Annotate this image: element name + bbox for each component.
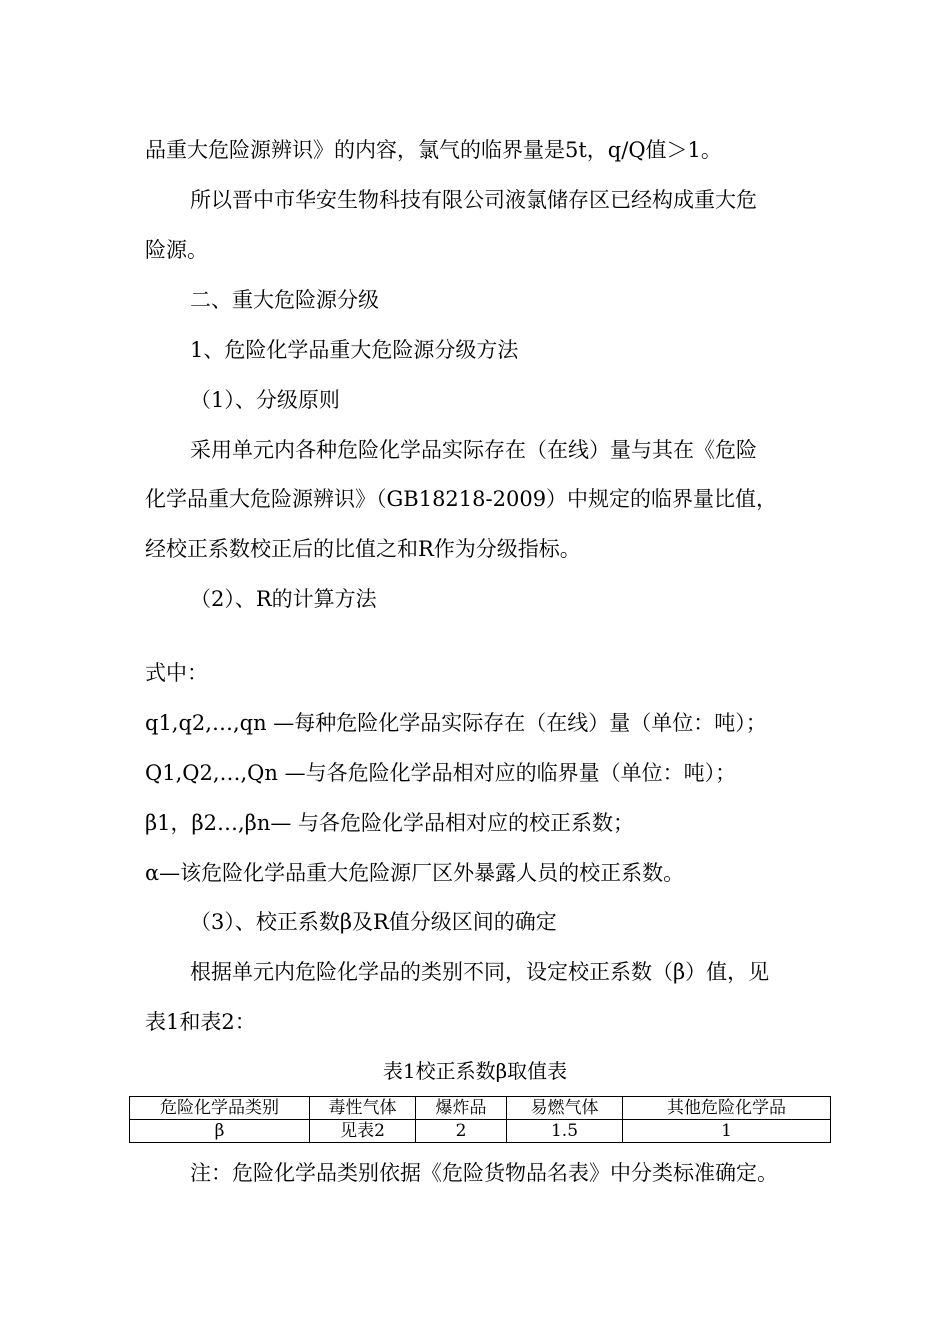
heading-section2: 二、重大危险源分级 bbox=[190, 288, 379, 312]
table-cell: 2 bbox=[416, 1120, 507, 1143]
table-header-cell: 爆炸品 bbox=[416, 1097, 507, 1120]
table-cell: 1.5 bbox=[507, 1120, 623, 1143]
table-header-cell: 其他危险化学品 bbox=[623, 1097, 831, 1120]
line-p3a: 采用单元内各种危险化学品实际存在（在线）量与其在《危险 bbox=[190, 438, 757, 462]
table-header-cell: 危险化学品类别 bbox=[130, 1097, 310, 1120]
heading-coeff: （3）、校正系数β及R值分级区间的确定 bbox=[190, 910, 557, 934]
line-p2a: 所以晋中市华安生物科技有限公司液氯储存区已经构成重大危 bbox=[190, 188, 757, 212]
table-caption: 表1校正系数β取值表 bbox=[382, 1059, 568, 1083]
line-p3c: 经校正系数校正后的比值之和R作为分级指标。 bbox=[145, 537, 581, 561]
table-note: 注：危险化学品类别依据《危险货物品名表》中分类标准确定。 bbox=[190, 1161, 778, 1185]
heading-method: 1、危险化学品重大危险源分级方法 bbox=[190, 338, 519, 362]
line-p1: 品重大危险源辨识》的内容，氯气的临界量是5t，q/Q值＞1。 bbox=[145, 138, 722, 162]
beta-table bbox=[129, 1096, 831, 1143]
table-cell: β bbox=[130, 1120, 310, 1143]
table-row bbox=[130, 1120, 831, 1143]
line-p4a: 根据单元内危险化学品的类别不同，设定校正系数（β）值，见 bbox=[190, 960, 770, 984]
definition-beta: β1，β2…,βn— 与各危险化学品相对应的校正系数； bbox=[145, 811, 635, 835]
table-cell: 见表2 bbox=[310, 1120, 416, 1143]
heading-calc: （2）、R的计算方法 bbox=[190, 587, 377, 611]
definition-Q: Q1,Q2,…,Qn —与各危险化学品相对应的临界量（单位：吨）； bbox=[145, 761, 737, 785]
table-header-cell: 易燃气体 bbox=[507, 1097, 623, 1120]
line-p2b: 险源。 bbox=[145, 238, 208, 262]
definition-q: q1,q2,…,qn —每种危险化学品实际存在（在线）量（单位：吨）； bbox=[145, 711, 767, 735]
table-header-cell: 毒性气体 bbox=[310, 1097, 416, 1120]
formula-intro: 式中： bbox=[145, 661, 208, 685]
line-p3b: 化学品重大危险源辨识》（GB18218-2009）中规定的临界量比值， bbox=[145, 487, 778, 511]
line-p4b: 表1和表2： bbox=[145, 1010, 256, 1034]
definition-alpha: α—该危险化学品重大危险源厂区外暴露人员的校正系数。 bbox=[145, 861, 685, 885]
table-header-row bbox=[130, 1097, 831, 1120]
table-cell: 1 bbox=[623, 1120, 831, 1143]
heading-principle: （1）、分级原则 bbox=[190, 388, 340, 412]
